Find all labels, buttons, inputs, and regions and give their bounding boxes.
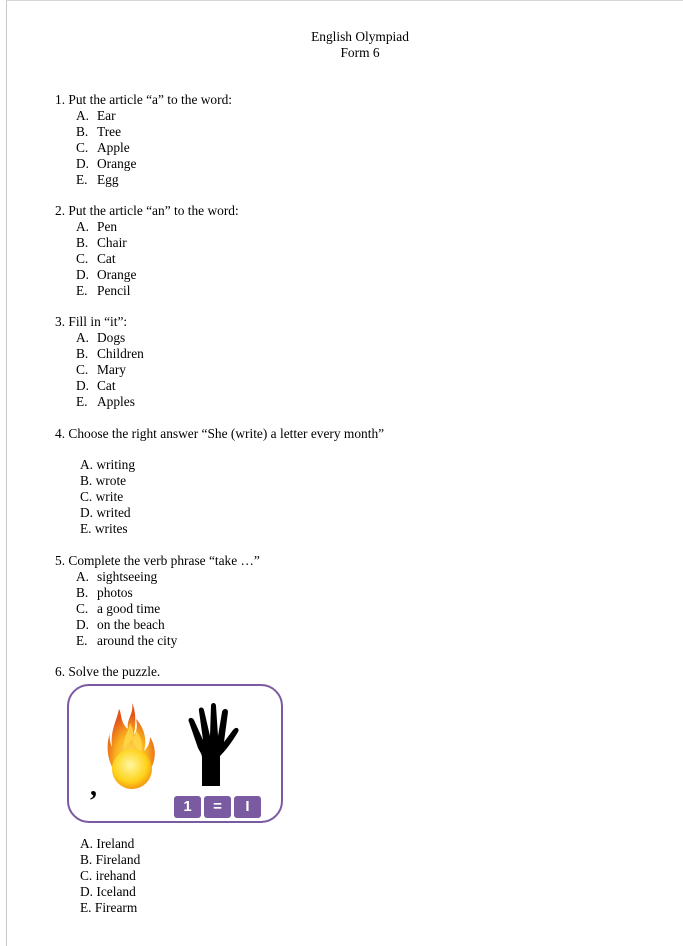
option-c: [55, 601, 260, 617]
option-letter: B.: [80, 473, 93, 488]
option-letter: C.: [80, 868, 93, 883]
option-letter: A.: [76, 108, 90, 123]
option-letter: D.: [76, 617, 90, 632]
option-letter: D.: [76, 267, 90, 282]
option-a: [55, 569, 260, 585]
option-list: [55, 330, 144, 410]
option-c: [55, 868, 140, 884]
option-b: [55, 235, 239, 251]
option-b: [55, 852, 140, 868]
option-letter: E.: [76, 283, 88, 298]
puzzle-box: [67, 684, 283, 823]
option-text: Mary: [97, 362, 127, 377]
option-text: Orange: [97, 156, 137, 171]
option-letter: B.: [76, 124, 89, 139]
option-list: [55, 836, 140, 916]
option-c: [55, 140, 232, 156]
option-letter: E.: [80, 521, 92, 536]
option-a: [55, 219, 239, 235]
option-c: [55, 251, 239, 267]
option-b: [55, 346, 144, 362]
option-text: Fireland: [95, 852, 141, 867]
option-letter: B.: [76, 346, 89, 361]
option-letter: A.: [76, 219, 90, 234]
badge-one: 1: [174, 796, 201, 818]
option-text: sightseeing: [97, 569, 158, 584]
badge-letter-i: I: [234, 796, 261, 818]
option-d: [55, 378, 144, 394]
document-title: English Olympiad: [311, 29, 409, 44]
option-d: [55, 156, 232, 172]
question-title: 3. Fill in “it”:: [55, 314, 128, 329]
option-letter: A.: [80, 457, 94, 472]
option-letter: E.: [76, 633, 88, 648]
badge-equals: =: [204, 796, 231, 818]
option-text: Egg: [97, 172, 119, 187]
option-a: [55, 457, 384, 473]
option-text: Firearm: [94, 900, 138, 915]
question-title: 2. Put the article “an” to the word:: [55, 203, 239, 218]
page-edge: [6, 0, 7, 946]
option-letter: C.: [76, 362, 89, 377]
option-letter: B.: [80, 852, 93, 867]
option-text: a good time: [97, 601, 161, 616]
option-c: [55, 489, 384, 505]
question-6-options: [55, 836, 140, 916]
option-b: [55, 585, 260, 601]
option-letter: A.: [76, 330, 90, 345]
option-text: photos: [97, 585, 133, 600]
option-text: Cat: [97, 378, 116, 393]
puzzle-comma: ,: [90, 771, 97, 802]
option-e: [55, 172, 232, 188]
option-e: [55, 521, 384, 537]
option-letter: C.: [80, 489, 93, 504]
option-text: around the city: [97, 633, 178, 648]
option-e: [55, 394, 144, 410]
option-text: Chair: [97, 235, 127, 250]
option-b: [55, 473, 384, 489]
option-letter: C.: [76, 601, 89, 616]
option-text: irehand: [95, 868, 136, 883]
option-list: [55, 108, 232, 188]
option-text: Orange: [97, 267, 137, 282]
option-e: [55, 283, 239, 299]
option-e: [55, 900, 140, 916]
question-title: 1. Put the article “a” to the word:: [55, 92, 232, 107]
option-a: [55, 836, 140, 852]
option-text: Pencil: [97, 283, 131, 298]
option-text: Dogs: [97, 330, 126, 345]
question-2: [55, 203, 239, 299]
document-header: [0, 29, 683, 61]
question-6: [55, 664, 160, 680]
option-text: wrote: [95, 473, 127, 488]
fire-icon: [106, 701, 158, 791]
option-list: [55, 457, 384, 537]
option-d: [55, 267, 239, 283]
option-letter: E.: [76, 172, 88, 187]
option-letter: D.: [76, 156, 90, 171]
option-text: Ireland: [96, 836, 135, 851]
question-5: [55, 553, 260, 649]
option-a: [55, 330, 144, 346]
question-title: 6. Solve the puzzle.: [55, 664, 161, 679]
option-letter: B.: [76, 235, 89, 250]
option-text: Apples: [97, 394, 135, 409]
option-letter: A.: [76, 569, 90, 584]
option-text: Children: [97, 346, 144, 361]
page-top-edge: [6, 0, 683, 1]
document-subtitle: Form 6: [340, 45, 380, 60]
option-text: Pen: [97, 219, 118, 234]
option-letter: E.: [80, 900, 92, 915]
option-letter: D.: [76, 378, 90, 393]
option-letter: D.: [80, 505, 94, 520]
option-text: Iceland: [96, 884, 136, 899]
option-text: Cat: [97, 251, 116, 266]
option-letter: D.: [80, 884, 94, 899]
option-letter: C.: [76, 140, 89, 155]
option-text: writes: [94, 521, 128, 536]
option-a: [55, 108, 232, 124]
option-text: Tree: [97, 124, 122, 139]
question-title: 5. Complete the verb phrase “take …”: [55, 553, 260, 568]
option-d: [55, 617, 260, 633]
option-d: [55, 884, 140, 900]
question-3: [55, 314, 144, 410]
question-title: 4. Choose the right answer “She (write) a letter every month”: [55, 426, 385, 441]
option-b: [55, 124, 232, 140]
question-4: [55, 426, 384, 537]
option-d: [55, 505, 384, 521]
option-letter: E.: [76, 394, 88, 409]
option-text: Ear: [97, 108, 116, 123]
option-letter: A.: [80, 836, 94, 851]
raised-hand-icon: [182, 702, 242, 788]
option-letter: B.: [76, 585, 89, 600]
option-text: writed: [96, 505, 131, 520]
option-letter: C.: [76, 251, 89, 266]
option-text: on the beach: [97, 617, 165, 632]
option-c: [55, 362, 144, 378]
option-list: [55, 569, 260, 649]
option-list: [55, 219, 239, 299]
question-1: [55, 92, 232, 188]
option-text: write: [95, 489, 124, 504]
option-e: [55, 633, 260, 649]
option-text: Apple: [97, 140, 130, 155]
option-text: writing: [96, 457, 136, 472]
